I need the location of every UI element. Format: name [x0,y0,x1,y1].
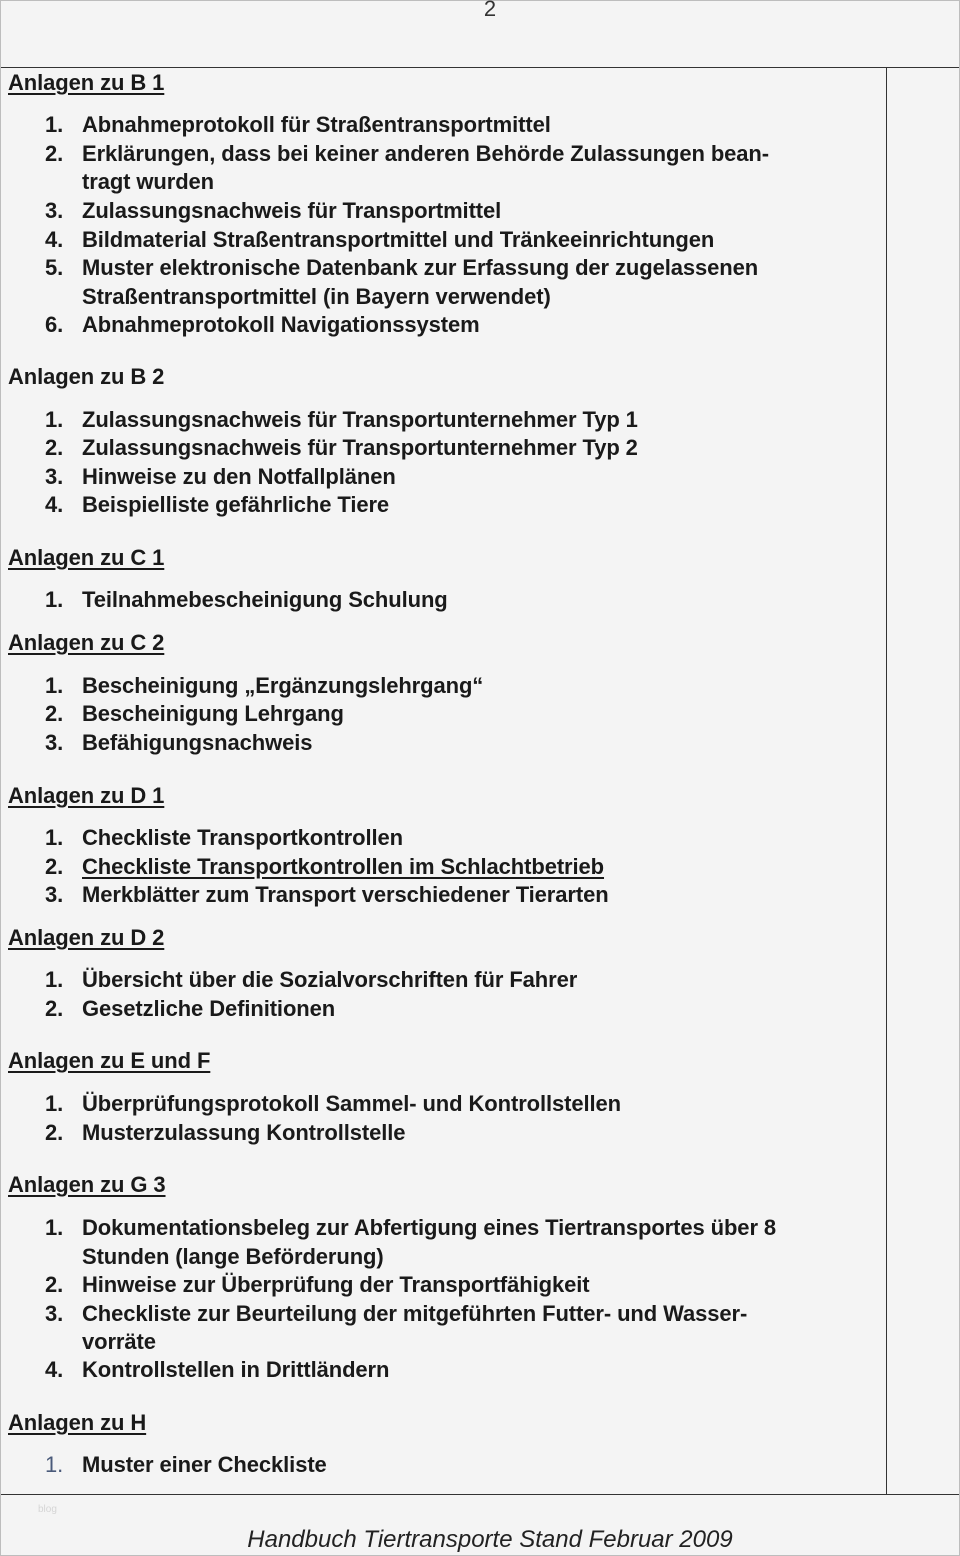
page-number: 2 [483,0,497,21]
list-item-number: 3. [45,464,64,489]
list-item-number: 2. [45,996,64,1021]
margin-column-divider [886,67,887,1494]
list-item-text: Bescheinigung Lehrgang [82,701,344,726]
section-heading: Anlagen zu D 1 [8,783,165,808]
list-item-text: Muster elektronische Datenbank zur Erfassung der zugelassenen [82,255,759,280]
list-item-number: 3. [45,882,64,907]
section-heading: Anlagen zu C 1 [8,545,165,570]
list-item-text: Checkliste Transportkontrollen [82,825,403,850]
section-heading: Anlagen zu E und F [8,1048,211,1073]
list-item-number: 1. [45,673,64,698]
list-item-text: Muster einer Checkliste [82,1452,327,1477]
list-item-number: 1. [45,967,64,992]
list-item-number: 3. [45,1301,64,1326]
list-item-number: 1. [45,112,64,137]
list-item-text: Gesetzliche Definitionen [82,996,336,1021]
list-item-number: 2. [45,1272,64,1297]
list-item-number: 3. [45,198,64,223]
list-item-number: 1. [45,1091,64,1116]
footer-divider [1,1494,959,1495]
list-item-text: Teilnahmebescheinigung Schulung [82,587,448,612]
list-item-text: Hinweise zur Überprüfung der Transportfähigkeit [82,1272,590,1297]
watermark: blog [38,1504,57,1515]
list-item-number: 2. [45,854,64,879]
list-item-text: Bildmaterial Straßentransportmittel und Tränkeeinrichtungen [82,227,715,252]
page-footer: Handbuch Tiertransporte Stand Februar 2009 [247,1526,733,1553]
list-item-number: 4. [45,492,64,517]
list-item-number: 2. [45,701,64,726]
section-heading: Anlagen zu H [8,1410,147,1435]
list-item-number: 1. [45,407,64,432]
list-item-text: Abnahmeprotokoll Navigationssystem [82,312,480,337]
list-item-number: 2. [45,141,64,166]
section-heading: Anlagen zu G 3 [8,1172,166,1197]
list-item-text: Hinweise zu den Notfallplänen [82,464,396,489]
list-item-number: 1. [45,1215,64,1240]
list-item-text: Abnahmeprotokoll für Straßentransportmittel [82,112,551,137]
list-item-number: 4. [45,1357,64,1382]
list-item-text: tragt wurden [82,169,215,194]
header-divider [1,67,959,68]
section-heading: Anlagen zu B 1 [8,70,165,95]
list-item-text: Merkblätter zum Transport verschiedener Tierarten [82,882,609,907]
list-item-number: 1. [45,587,64,612]
list-item-text: Checkliste Transportkontrollen im Schlachtbetrieb [82,854,605,879]
list-item-text: Zulassungsnachweis für Transportunternehmer Typ 1 [82,407,638,432]
list-item-text: Checkliste zur Beurteilung der mitgeführten Futter- und Wasser- [82,1301,748,1326]
list-item-text: Befähigungsnachweis [82,730,313,755]
list-item-text: Erklärungen, dass bei keiner anderen Behörde Zulassungen bean- [82,141,769,166]
list-item-text: Zulassungsnachweis für Transportmittel [82,198,502,223]
list-item-text: Dokumentationsbeleg zur Abfertigung eines Tiertransportes über 8 [82,1215,777,1240]
list-item-number: 4. [45,227,64,252]
list-item-text: Beispielliste gefährliche Tiere [82,492,390,517]
list-item-number: 5. [45,255,64,280]
section-heading: Anlagen zu B 2 [8,364,165,389]
list-item-text: Musterzulassung Kontrollstelle [82,1120,406,1145]
list-item-text: Zulassungsnachweis für Transportunternehmer Typ 2 [82,435,638,460]
list-item-number: 6. [45,312,64,337]
section-heading: Anlagen zu C 2 [8,630,165,655]
list-item-text: Überprüfungsprotokoll Sammel- und Kontrollstellen [82,1091,622,1116]
list-item-text: Stunden (lange Beförderung) [82,1244,384,1269]
section-heading: Anlagen zu D 2 [8,925,165,950]
list-item-text: Bescheinigung „Ergänzungslehrgang“ [82,673,484,698]
list-item-text: Kontrollstellen in Drittländern [82,1357,390,1382]
list-item-text: Straßentransportmittel (in Bayern verwendet) [82,284,551,309]
list-item-number: 3. [45,730,64,755]
list-item-text: Übersicht über die Sozialvorschriften für Fahrer [82,967,578,992]
list-item-text: vorräte [82,1329,156,1354]
list-item-number: 1. [45,825,64,850]
list-item-number: 2. [45,1120,64,1145]
list-item-number: 1. [45,1452,64,1477]
list-item-number: 2. [45,435,64,460]
